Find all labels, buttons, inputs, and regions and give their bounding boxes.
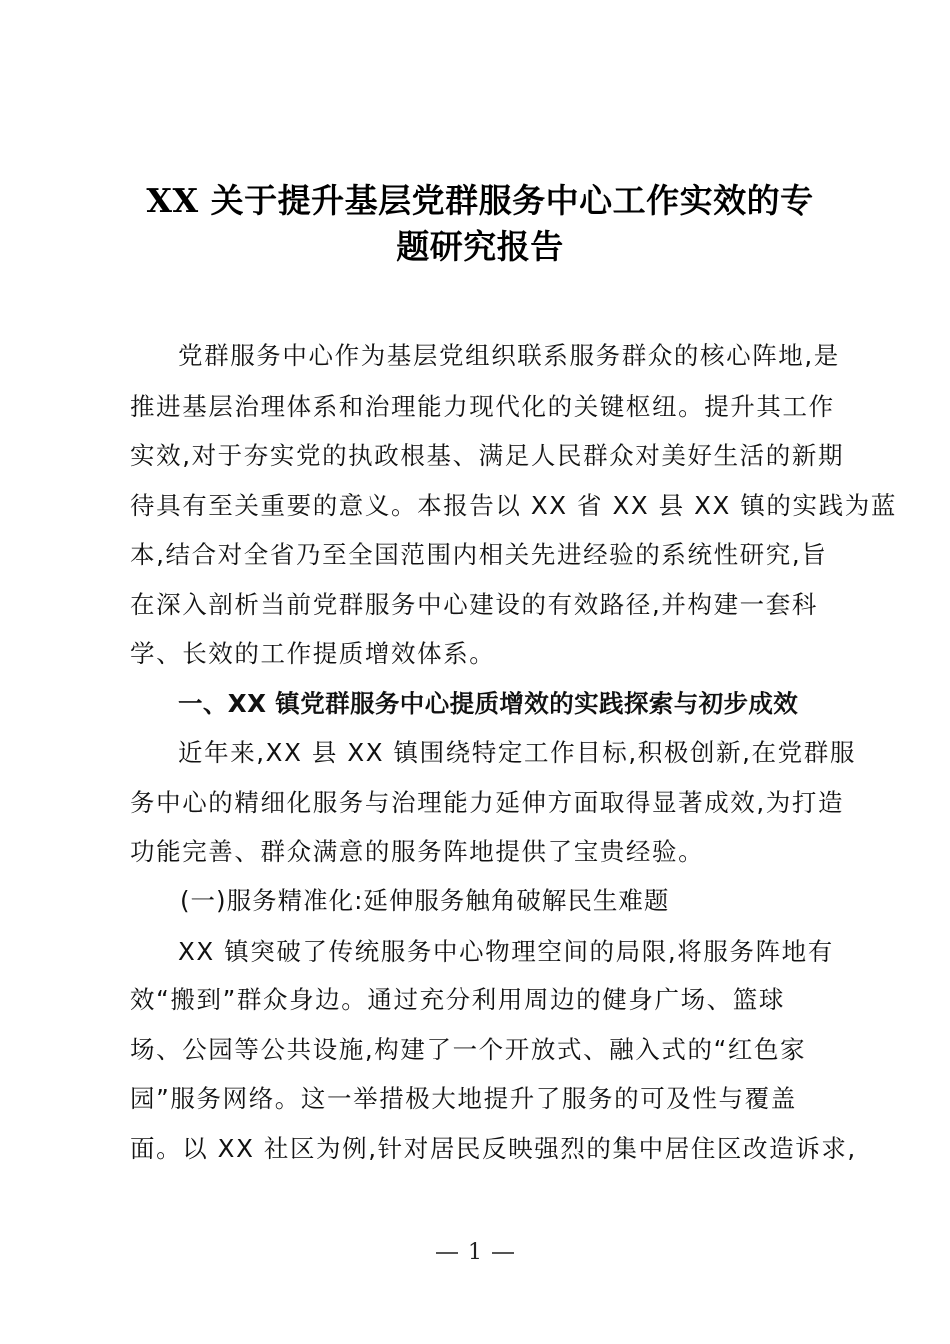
- title-line-1: XX 关于提升基层党群服务中心工作实效的专: [146, 181, 814, 220]
- paragraph-line: 本,结合对全省乃至全国范围内相关先进经验的系统性研究,旨: [130, 540, 828, 569]
- page-footer: [0, 1240, 950, 1265]
- document-title: [120, 178, 840, 270]
- paragraph-line: 效“搬到”群众身边。通过充分利用周边的健身广场、篮球: [130, 985, 785, 1014]
- paragraph-line: 在深入剖析当前党群服务中心建设的有效路径,并构建一套科: [130, 590, 818, 619]
- paragraph-line: 党群服务中心作为基层党组织联系服务群众的核心阵地,是: [178, 341, 840, 370]
- title-line-2: 题研究报告: [396, 227, 564, 266]
- paragraph-line: 学、长效的工作提质增效体系。: [130, 639, 496, 668]
- paragraph-line: 场、公园等公共设施,构建了一个开放式、融入式的“红色家: [130, 1035, 807, 1064]
- footer-dash-right: [492, 1252, 514, 1254]
- paragraph-line: 待具有至关重要的意义。本报告以 XX 省 XX 县 XX 镇的实践为蓝: [130, 491, 897, 520]
- paragraph-line: 推进基层治理体系和治理能力现代化的关键枢纽。提升其工作: [130, 392, 835, 421]
- paragraph-line: 近年来,XX 县 XX 镇围绕特定工作目标,积极创新,在党群服: [178, 738, 856, 767]
- paragraph-line: 功能完善、群众满意的服务阵地提供了宝贵经验。: [130, 837, 705, 866]
- paragraph-line: XX 镇突破了传统服务中心物理空间的局限,将服务阵地有: [178, 937, 834, 966]
- paragraph-line: 面。以 XX 社区为例,针对居民反映强烈的集中居住区改造诉求,: [130, 1134, 857, 1163]
- page-number: 1: [468, 1240, 482, 1265]
- paragraph-line: 务中心的精细化服务与治理能力延伸方面取得显著成效,为打造: [130, 788, 845, 817]
- section-heading: 一、XX 镇党群服务中心提质增效的实践探索与初步成效: [178, 689, 799, 718]
- subsection-heading: (一)服务精准化:延伸服务触角破解民生难题: [180, 886, 670, 915]
- footer-dash-left: [436, 1252, 458, 1254]
- paragraph-line: 实效,对于夯实党的执政根基、满足人民群众对美好生活的新期: [130, 441, 845, 470]
- paragraph-line: 园”服务网络。这一举措极大地提升了服务的可及性与覆盖: [130, 1084, 797, 1113]
